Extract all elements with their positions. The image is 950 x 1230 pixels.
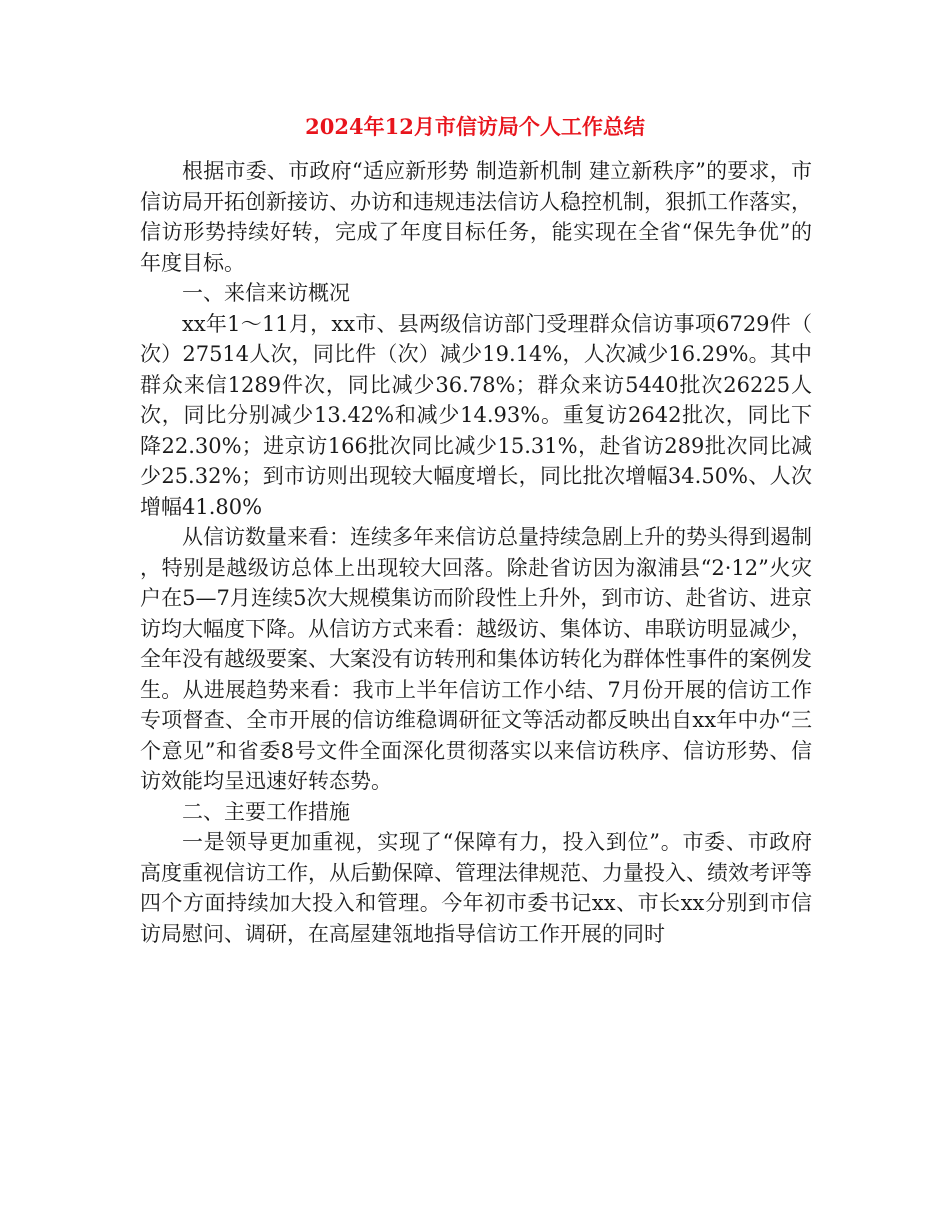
document-title: 2024年12月市信访局个人工作总结 [305, 114, 645, 139]
paragraph-intro: 根据市委、市政府“适应新形势 制造新机制 建立新秩序”的要求，市信访局开拓创新接访、办访和违规违法信访人稳控机制，狠抓工作落实，信访形势持续好转，完成了年度目标任务，能实现在全省“保先争优”的年度目标。 [140, 159, 812, 275]
paragraph-statistics: xx年1～11月，xx市、县两级信访部门受理群众信访事项6729件（次）27514人次，同比件（次）减少19.14%，人次减少16.29%。其中群众来信1289件次，同比减少36.78%；群众来访5440批次26225人次，同比分别减少13.42%和减少14.93%。重复访2642批次，同比下降22.30%；进京访166批次同比减少15.31%，赴省访289批次同比减少25.32%；到市访则出现较大幅度增长，同比批次增幅34.50%、人次增幅41.80% [140, 311, 812, 519]
paragraph-measure-one: 一是领导更加重视，实现了“保障有力，投入到位”。市委、市政府高度重视信访工作，从后勤保障、管理法律规范、力量投入、绩效考评等四个方面持续加大投入和管理。今年初市委书记xx、市长xx分别到市信访局慰问、调研，在高屋建瓴地指导信访工作开展的同时 [140, 830, 812, 946]
document-body [140, 156, 812, 949]
paragraph-analysis: 从信访数量来看：连续多年来信访总量持续急剧上升的势头得到遏制，特别是越级访总体上出现较大回落。除赴省访因为溆浦县“2·12”火灾户在5—7月连续5次大规模集访而阶段性上升外，到市访、赴省访、进京访均大幅度下降。从信访方式来看：越级访、集体访、串联访明显减少，全年没有越级要案、大案没有访转刑和集体访转化为群体性事件的案例发生。从进展趋势来看：我市上半年信访工作小结、7月份开展的信访工作专项督查、全市开展的信访维稳调研征文等活动都反映出自xx年中办“三个意见”和省委8号文件全面深化贯彻落实以来信访秩序、信访形势、信访效能均呈迅速好转态势。 [140, 525, 812, 793]
section-heading-overview: 一、来信来访概况 [182, 281, 350, 305]
section-heading-measures: 二、主要工作措施 [182, 799, 350, 824]
